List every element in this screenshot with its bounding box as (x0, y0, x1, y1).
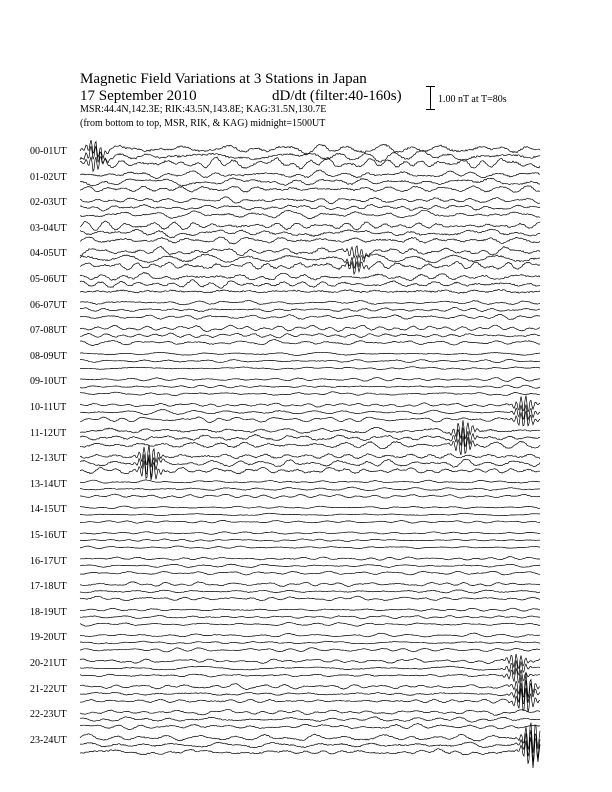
trace-kag-02-03UT (80, 197, 540, 204)
trace-rik-10-11UT (80, 405, 540, 420)
trace-kag-13-14UT (80, 480, 540, 483)
trace-msr-02-03UT (80, 210, 540, 219)
trace-kag-14-15UT (80, 506, 540, 509)
trace-kag-01-02UT (80, 170, 540, 179)
chart-title: Magnetic Field Variations at 3 Stations in Japan (80, 71, 367, 87)
trace-kag-11-12UT (80, 420, 540, 439)
hour-label: 10-11UT (30, 402, 67, 413)
trace-kag-16-17UT (80, 557, 540, 561)
trace-rik-06-07UT (80, 307, 540, 311)
hour-label: 04-05UT (30, 248, 67, 260)
hour-label: 17-18UT (30, 581, 67, 593)
trace-rik-02-03UT (80, 204, 540, 211)
hour-label: 00-01UT (30, 146, 67, 157)
trace-rik-03-04UT (80, 229, 540, 238)
hour-label: 18-19UT (30, 606, 67, 618)
trace-kag-06-07UT (80, 300, 540, 305)
trace-kag-19-20UT (80, 633, 540, 637)
trace-msr-07-08UT (80, 339, 540, 345)
trace-kag-18-19UT (80, 608, 540, 611)
trace-kag-22-23UT (80, 709, 540, 715)
trace-msr-10-11UT (80, 411, 540, 426)
trace-msr-18-19UT (80, 623, 540, 627)
station-coordinates: MSR:44.4N,142.3E; RIK:43.5N,143.8E; KAG:31.5N,130.7E (80, 104, 327, 115)
trace-msr-13-14UT (80, 494, 540, 498)
trace-rik-17-18UT (80, 590, 540, 593)
trace-kag-04-05UT (80, 246, 540, 259)
trace-rik-09-10UT (80, 385, 540, 388)
trace-msr-04-05UT (80, 261, 540, 274)
trace-rik-21-22UT (80, 680, 540, 704)
trace-kag-08-09UT (80, 352, 540, 355)
trace-kag-23-24UT (80, 723, 540, 753)
trace-msr-00-01UT (80, 157, 540, 172)
trace-rik-08-09UT (80, 360, 540, 363)
hour-label: 21-22UT (30, 683, 67, 695)
trace-kag-21-22UT (80, 674, 540, 698)
trace-kag-03-04UT (80, 221, 540, 230)
chart-date: 17 September 2010 (80, 88, 197, 104)
trace-kag-17-18UT (80, 582, 540, 587)
trace-rik-12-13UT (80, 454, 540, 477)
trace-msr-15-16UT (80, 546, 540, 549)
trace-kag-15-16UT (80, 532, 540, 535)
trace-rik-05-06UT (80, 280, 540, 288)
trace-msr-08-09UT (80, 367, 540, 370)
trace-rik-13-14UT (80, 487, 540, 491)
hour-label: 11-12UT (30, 427, 67, 439)
trace-msr-21-22UT (80, 688, 540, 712)
trace-rik-16-17UT (80, 564, 540, 568)
trace-msr-14-15UT (80, 520, 540, 523)
trace-msr-17-18UT (80, 596, 540, 601)
trace-msr-20-21UT (80, 668, 540, 683)
trace-rik-07-08UT (80, 333, 540, 338)
trace-kag-00-01UT (80, 140, 540, 158)
hour-label: 16-17UT (30, 555, 67, 567)
hour-label: 08-09UT (30, 350, 67, 362)
hour-label: 09-10UT (30, 376, 67, 388)
scale-label: 1.00 nT at T=80s (438, 94, 507, 105)
hour-label: 06-07UT (30, 299, 67, 311)
trace-msr-09-10UT (80, 392, 540, 396)
trace-rik-01-02UT (80, 178, 540, 186)
hour-label: 05-06UT (30, 274, 67, 285)
trace-msr-22-23UT (80, 723, 540, 729)
hour-label: 15-16UT (30, 530, 67, 541)
trace-kag-20-21UT (80, 654, 540, 668)
trace-msr-12-13UT (80, 457, 540, 480)
hour-label: 03-04UT (30, 222, 67, 234)
trace-msr-19-20UT (80, 648, 540, 652)
trace-rik-23-24UT (80, 730, 540, 762)
trace-msr-23-24UT (80, 737, 540, 768)
hour-label: 19-20UT (30, 632, 67, 644)
trace-kag-09-10UT (80, 377, 540, 381)
hour-label: 22-23UT (30, 709, 67, 721)
hour-label: 13-14UT (30, 478, 67, 490)
trace-msr-03-04UT (80, 237, 540, 244)
trace-msr-06-07UT (80, 314, 540, 319)
trace-rik-18-19UT (80, 615, 540, 619)
trace-kag-10-11UT (80, 396, 540, 412)
trace-rik-14-15UT (80, 513, 540, 516)
hour-label: 01-02UT (30, 171, 67, 183)
chart-parameter: dD/dt (filter:40-160s) (272, 88, 402, 104)
trace-kag-05-06UT (80, 272, 540, 280)
hour-label: 23-24UT (30, 734, 67, 746)
hour-label: 12-13UT (30, 453, 67, 465)
hour-label: 14-15UT (30, 504, 67, 516)
hour-label: 07-08UT (30, 325, 67, 337)
trace-rik-22-23UT (80, 717, 540, 722)
hour-label: 02-03UT (30, 197, 67, 209)
trace-rik-15-16UT (80, 539, 540, 542)
trace-msr-01-02UT (80, 186, 540, 193)
trace-kag-07-08UT (80, 325, 540, 332)
trace-msr-05-06UT (80, 289, 540, 293)
station-order-note: (from bottom to top, MSR, RIK, & KAG) midnight=1500UT (80, 118, 326, 129)
trace-rik-19-20UT (80, 641, 540, 644)
trace-msr-16-17UT (80, 571, 540, 575)
hour-label: 20-21UT (30, 658, 67, 669)
